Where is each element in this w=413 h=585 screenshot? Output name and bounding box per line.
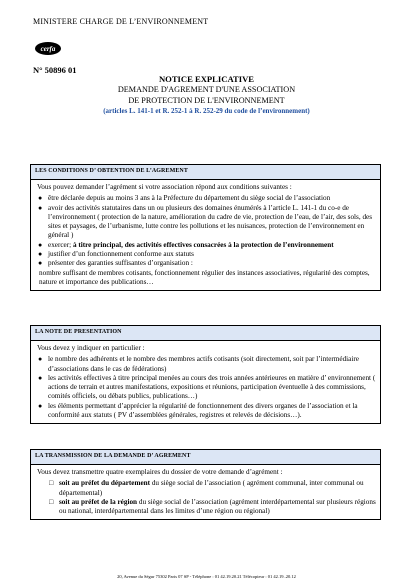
transmission-section <box>30 449 381 520</box>
list-item: ● les éléments permettant d’apprécier la régularité de fonctionnement des divers organes de l’association et la conformité aux statuts ( PV d’assemblées générales, registres et relevés de décisions…). <box>38 401 358 420</box>
transmission-section-title: LA TRANSMISSION DE LA DEMANDE D’ AGREMENT <box>31 450 380 465</box>
document-subtitle-2: DE PROTECTION DE L'ENVIRONNEMENT <box>128 96 285 105</box>
conditions-section <box>30 164 381 291</box>
list-item: ● présenter des garanties suffisantes d’organisation : <box>38 259 193 268</box>
bullet-icon: ● <box>38 373 43 382</box>
cerfa-logo: cerfa <box>35 42 61 55</box>
list-item: □ soit au préfet de la région du siège social de l’association (agrément interdépartemental sur plusieurs régions ou national, interdépartemental dans les limites d’une région ou régional) <box>49 497 376 516</box>
list-item: ● justifier d’un fonctionnement conforme aux statuts <box>38 250 194 259</box>
list-item: ● avoir des activités statutaires dans un ou plusieurs des domaines énumérés à l’article L. 141-1 du co-e de l’environnement ( protection de la nature, amélioration du cadre de vie, protection de l’eau, de l’air, des sols, des sites et paysages, de l’urbanisme, lutte contre les pollutions et les nuisances, protection de l’environnement en général ) <box>38 203 373 240</box>
bullet-icon: ● <box>38 355 43 364</box>
hollow-bullet-icon: □ <box>49 479 54 488</box>
conditions-section-title: LES CONDITIONS D’ OBTENTION DE L’AGREMENT <box>31 165 380 180</box>
bullet-icon: ● <box>38 259 43 268</box>
presentation-intro: Vous devez y indiquer en particulier : <box>37 344 145 352</box>
list-item: □ soit au préfet du département du siège social de l’association ( agrément communal, inter communal ou départemental) <box>49 479 364 497</box>
presentation-section <box>30 325 381 424</box>
list-item: ● exercer; à titre principal, des activités effectives consacrées à la protection de l’environnement <box>38 240 334 249</box>
ministry-name: MINISTERE CHARGE DE L’ENVIRONNEMENT <box>33 17 209 26</box>
list-item: ● le nombre des adhérents et le nombre des membres actifs cotisants (soit directement, soit par l’intermédiaire d’associations dans le cas de fédérations) <box>38 355 359 373</box>
bullet-icon: ● <box>38 401 43 410</box>
organisation-details: nombre suffisant de membres cotisants, fonctionnement régulier des instances associatives, régularité des comptes, nature et importance des publications… <box>39 268 370 286</box>
document-title: NOTICE EXPLICATIVE <box>158 74 255 84</box>
footer-address: 20, Avenue du Ségur 75302 Paris 07 SP - Téléphone : 01 42.19.20.21 Télécopieur : 01 42.19..20.12 <box>117 574 296 579</box>
presentation-section-title: LA NOTE DE PRESENTATION <box>31 326 380 341</box>
conditions-intro: Vous pouvez demander l’agrément si votre association répond aux conditions suivantes : <box>37 183 292 191</box>
list-item: ● les activités effectives à titre principal menées au cours des trois années antérieures en matière d’ environnement ( actions de terrain et autres manifestations, expositions et réunions, participation éventuelle à des commissions, comités officiels, ou débats publics, publications…) <box>38 373 376 401</box>
list-item: ● être déclarée depuis au moins 3 ans à la Préfecture du département du siège social de l’association <box>38 194 331 203</box>
bullet-icon: ● <box>38 194 43 203</box>
document-subtitle-1: DEMANDE D'AGREMENT D'UNE ASSOCIATION <box>117 85 296 94</box>
transmission-intro: Vous devez transmettre quatre exemplaires du dossier de votre demande d’agrément : <box>37 468 283 476</box>
bullet-icon: ● <box>38 240 43 249</box>
legal-articles: (articles L. 141-1 et R. 252-1 à R. 252-29 du code de l’environnement) <box>103 107 310 115</box>
bullet-icon: ● <box>38 203 43 212</box>
hollow-bullet-icon: □ <box>49 497 54 506</box>
bullet-icon: ● <box>38 250 43 259</box>
form-number: N° 50896 01 <box>33 65 77 75</box>
